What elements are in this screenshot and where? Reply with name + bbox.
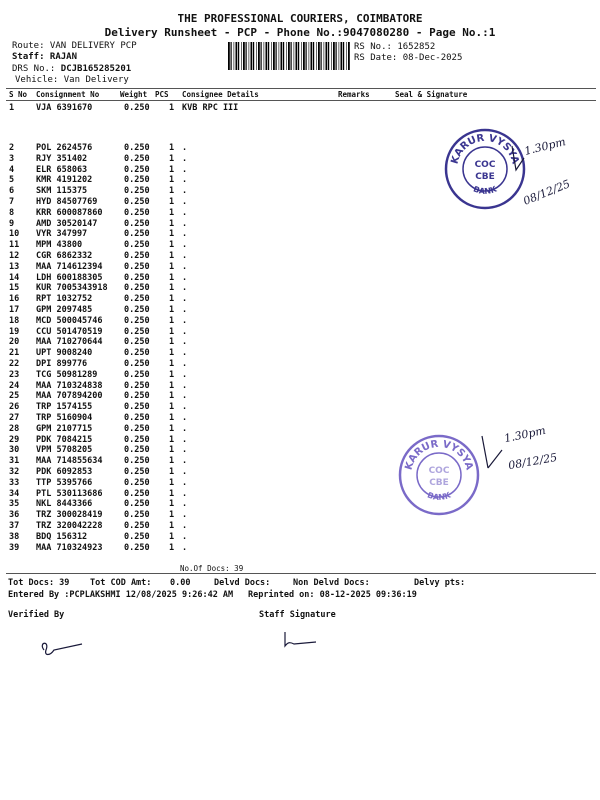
row-sno: 28 bbox=[9, 423, 20, 434]
header-rule-bottom bbox=[6, 100, 596, 101]
row-consignment: BDQ 156312 bbox=[36, 531, 88, 542]
row-sno: 15 bbox=[9, 283, 20, 294]
stamp2-bottom-text: BANK bbox=[426, 490, 452, 503]
row-consignment: KMR 4191202 bbox=[36, 175, 93, 186]
row-weight: 0.250 bbox=[124, 348, 150, 359]
col-seal: Seal & Signature bbox=[395, 90, 468, 99]
row-pcs: 1 bbox=[169, 229, 175, 240]
row-consignment: VPM 5708205 bbox=[36, 445, 93, 456]
row-consignee: . bbox=[182, 348, 188, 359]
row-sno: 7 bbox=[9, 197, 15, 207]
row-consignment: PTL 530113686 bbox=[36, 488, 103, 499]
row-pcs: 1 bbox=[169, 143, 175, 153]
row-pcs: 1 bbox=[169, 542, 175, 553]
row-consignee: . bbox=[182, 445, 188, 456]
row-weight: 0.250 bbox=[124, 229, 150, 240]
handwritten-date-2: 08/12/25 bbox=[507, 450, 559, 473]
row-weight: 0.250 bbox=[124, 391, 150, 402]
row-pcs: 1 bbox=[169, 240, 175, 251]
row-pcs: 1 bbox=[169, 413, 175, 423]
row-sno: 38 bbox=[9, 531, 20, 542]
table-row bbox=[0, 381, 600, 390]
row-pcs: 1 bbox=[169, 337, 175, 348]
table-row bbox=[0, 543, 600, 552]
row-pcs: 1 bbox=[169, 348, 175, 359]
row-pcs: 1 bbox=[169, 103, 175, 113]
handwritten-time-2: 1.30pm bbox=[503, 423, 547, 446]
row-weight: 0.250 bbox=[124, 488, 150, 499]
row-consignment: UPT 9008240 bbox=[36, 348, 93, 359]
table-row bbox=[0, 294, 600, 303]
row-consignee: . bbox=[182, 175, 188, 186]
row-consignment: RPT 1032752 bbox=[36, 294, 93, 305]
footer-rule bbox=[6, 573, 596, 574]
row-consignment: CCU 501470519 bbox=[36, 326, 103, 337]
row-consignee: . bbox=[182, 283, 188, 294]
row-pcs: 1 bbox=[169, 186, 175, 197]
stamp2-center2: CBE bbox=[429, 478, 449, 488]
row-consignment: VJA 6391670 bbox=[36, 103, 93, 113]
table-row bbox=[0, 521, 600, 530]
row-sno: 8 bbox=[9, 207, 15, 218]
stamp2-top-text: KARUR VYSYA bbox=[403, 438, 475, 472]
rs-date: RS Date: 08-Dec-2025 bbox=[354, 53, 463, 63]
row-pcs: 1 bbox=[169, 315, 175, 326]
row-sno: 37 bbox=[9, 521, 20, 531]
barcode bbox=[228, 42, 350, 70]
row-consignee: . bbox=[182, 413, 188, 423]
document-title: THE PROFESSIONAL COURIERS, COIMBATORE bbox=[177, 12, 423, 25]
row-weight: 0.250 bbox=[124, 305, 150, 315]
row-consignment: PDK 7084215 bbox=[36, 434, 93, 445]
row-consignee: . bbox=[182, 488, 188, 499]
row-consignee: . bbox=[182, 229, 188, 240]
row-pcs: 1 bbox=[169, 251, 175, 261]
row-sno: 18 bbox=[9, 315, 20, 326]
row-consignee: . bbox=[182, 261, 188, 272]
row-consignee: . bbox=[182, 402, 188, 413]
drs-label: DRS No.: bbox=[12, 64, 56, 74]
table-row bbox=[0, 273, 600, 282]
row-consignee: . bbox=[182, 542, 188, 553]
row-sno: 20 bbox=[9, 337, 20, 348]
row-sno: 2 bbox=[9, 143, 15, 153]
row-consignment: NKL 8443366 bbox=[36, 499, 93, 510]
row-consignment: ELR 658063 bbox=[36, 164, 88, 175]
entered-by: Entered By :PCPLAKSHMI 12/08/2025 9:26:42 AM bbox=[8, 590, 234, 600]
drs-value: DCJB165285201 bbox=[60, 64, 132, 74]
row-consignee: . bbox=[182, 251, 188, 261]
row-sno: 12 bbox=[9, 251, 20, 261]
row-pcs: 1 bbox=[169, 283, 175, 294]
stamp2-center1: COC bbox=[428, 466, 450, 476]
row-pcs: 1 bbox=[169, 218, 175, 229]
row-weight: 0.250 bbox=[124, 103, 150, 113]
row-pcs: 1 bbox=[169, 326, 175, 337]
row-weight: 0.250 bbox=[124, 434, 150, 445]
row-consignee: . bbox=[182, 521, 188, 531]
stamp1-center1: COC bbox=[474, 160, 496, 170]
row-pcs: 1 bbox=[169, 521, 175, 531]
table-row bbox=[0, 348, 600, 357]
row-pcs: 1 bbox=[169, 488, 175, 499]
reprinted-on: Reprinted on: 08-12-2025 09:36:19 bbox=[248, 590, 417, 600]
row-consignee: . bbox=[182, 315, 188, 326]
table-row bbox=[0, 489, 600, 498]
row-sno: 26 bbox=[9, 402, 20, 413]
row-sno: 23 bbox=[9, 369, 20, 380]
row-consignee: . bbox=[182, 423, 188, 434]
row-weight: 0.250 bbox=[124, 456, 150, 467]
row-weight: 0.250 bbox=[124, 337, 150, 348]
handwritten-check-1 bbox=[508, 140, 528, 180]
row-consignee: . bbox=[182, 467, 188, 477]
row-consignment: HYD 84507769 bbox=[36, 197, 98, 207]
row-weight: 0.250 bbox=[124, 531, 150, 542]
row-pcs: 1 bbox=[169, 272, 175, 283]
row-consignee: . bbox=[182, 456, 188, 467]
row-consignee: . bbox=[182, 207, 188, 218]
table-row bbox=[0, 229, 600, 238]
row-pcs: 1 bbox=[169, 369, 175, 380]
row-weight: 0.250 bbox=[124, 207, 150, 218]
drs-number bbox=[12, 64, 131, 74]
col-remarks: Remarks bbox=[338, 90, 370, 99]
row-sno: 27 bbox=[9, 413, 20, 423]
row-weight: 0.250 bbox=[124, 218, 150, 229]
row-consignment: MCD 500045746 bbox=[36, 315, 103, 326]
no-of-docs: No.Of Docs: 39 bbox=[180, 564, 244, 573]
row-weight: 0.250 bbox=[124, 445, 150, 456]
row-consignee: . bbox=[182, 326, 188, 337]
row-sno: 36 bbox=[9, 510, 20, 521]
row-weight: 0.250 bbox=[124, 143, 150, 153]
table-row bbox=[0, 251, 600, 260]
row-consignment: LDH 600188305 bbox=[36, 272, 103, 283]
row-consignee: . bbox=[182, 369, 188, 380]
row-pcs: 1 bbox=[169, 294, 175, 305]
table-row bbox=[0, 510, 600, 519]
row-sno: 35 bbox=[9, 499, 20, 510]
row-pcs: 1 bbox=[169, 477, 175, 488]
row-weight: 0.250 bbox=[124, 283, 150, 294]
rs-number: RS No.: 1652852 bbox=[354, 42, 436, 52]
table-row bbox=[0, 370, 600, 379]
staff-label: Staff: RAJAN bbox=[12, 52, 78, 62]
row-consignee: . bbox=[182, 337, 188, 348]
row-consignee: . bbox=[182, 359, 188, 369]
total-cod-label: Tot COD Amt: bbox=[90, 578, 152, 588]
row-weight: 0.250 bbox=[124, 510, 150, 521]
row-sno: 6 bbox=[9, 186, 15, 197]
row-weight: 0.250 bbox=[124, 251, 150, 261]
row-consignment: MAA 710270644 bbox=[36, 337, 103, 348]
row-weight: 0.250 bbox=[124, 380, 150, 391]
col-consignee: Consignee Details bbox=[182, 90, 259, 99]
table-row bbox=[0, 337, 600, 346]
row-consignee: KVB RPC III bbox=[182, 103, 239, 113]
row-sno: 17 bbox=[9, 305, 20, 315]
table-row bbox=[0, 240, 600, 249]
table-row bbox=[0, 413, 600, 422]
row-consignee: . bbox=[182, 380, 188, 391]
row-consignee: . bbox=[182, 391, 188, 402]
row-consignee: . bbox=[182, 477, 188, 488]
row-consignment: AMD 30520147 bbox=[36, 218, 98, 229]
document-subtitle: Delivery Runsheet - PCP - Phone No.:9047080280 - Page No.:1 bbox=[104, 26, 496, 39]
bank-stamp-bottom bbox=[398, 434, 480, 516]
row-pcs: 1 bbox=[169, 207, 175, 218]
row-consignment: TTP 5395766 bbox=[36, 477, 93, 488]
row-pcs: 1 bbox=[169, 164, 175, 175]
row-pcs: 1 bbox=[169, 445, 175, 456]
row-weight: 0.250 bbox=[124, 499, 150, 510]
row-consignment: TRZ 300028419 bbox=[36, 510, 103, 521]
row-sno: 25 bbox=[9, 391, 20, 402]
row-weight: 0.250 bbox=[124, 153, 150, 164]
row-weight: 0.250 bbox=[124, 477, 150, 488]
row-consignment: MAA 710324923 bbox=[36, 542, 103, 553]
row-pcs: 1 bbox=[169, 423, 175, 434]
row-weight: 0.250 bbox=[124, 240, 150, 251]
row-consignee: . bbox=[182, 531, 188, 542]
row-weight: 0.250 bbox=[124, 197, 150, 207]
row-sno: 14 bbox=[9, 272, 20, 283]
row-weight: 0.250 bbox=[124, 521, 150, 531]
row-consignment: SKM 115375 bbox=[36, 186, 88, 197]
row-weight: 0.250 bbox=[124, 294, 150, 305]
row-weight: 0.250 bbox=[124, 261, 150, 272]
row-pcs: 1 bbox=[169, 153, 175, 164]
row-consignee: . bbox=[182, 186, 188, 197]
table-row bbox=[0, 103, 600, 112]
verified-by-label: Verified By bbox=[8, 610, 65, 620]
row-consignment: CGR 6862332 bbox=[36, 251, 93, 261]
row-consignee: . bbox=[182, 240, 188, 251]
stamp1-top-text: KARUR VYSYA bbox=[449, 132, 521, 166]
row-consignee: . bbox=[182, 153, 188, 164]
row-consignment: MPM 43800 bbox=[36, 240, 83, 251]
header-rule-top bbox=[6, 88, 596, 89]
row-sno: 4 bbox=[9, 164, 15, 175]
row-consignment: GPM 2097485 bbox=[36, 305, 93, 315]
row-consignment: MAA 707894200 bbox=[36, 391, 103, 402]
row-consignment: POL 2624576 bbox=[36, 143, 93, 153]
svg-text:BANK bbox=[472, 184, 499, 196]
table-row bbox=[0, 499, 600, 508]
row-sno: 10 bbox=[9, 229, 20, 240]
row-consignee: . bbox=[182, 272, 188, 283]
row-pcs: 1 bbox=[169, 510, 175, 521]
col-sno: S No bbox=[9, 90, 28, 99]
row-consignee: . bbox=[182, 510, 188, 521]
row-sno: 11 bbox=[9, 240, 20, 251]
row-weight: 0.250 bbox=[124, 186, 150, 197]
row-consignment: PDK 6092853 bbox=[36, 467, 93, 477]
row-sno: 19 bbox=[9, 326, 20, 337]
row-consignment: MAA 714612394 bbox=[36, 261, 103, 272]
row-weight: 0.250 bbox=[124, 164, 150, 175]
row-sno: 22 bbox=[9, 359, 20, 369]
row-consignee: . bbox=[182, 434, 188, 445]
table-row bbox=[0, 478, 600, 487]
row-pcs: 1 bbox=[169, 261, 175, 272]
row-pcs: 1 bbox=[169, 499, 175, 510]
svg-text:BANK bbox=[426, 490, 453, 502]
row-sno: 24 bbox=[9, 380, 20, 391]
table-row bbox=[0, 305, 600, 314]
staff-signature-label: Staff Signature bbox=[259, 610, 336, 620]
handwritten-check-2 bbox=[478, 430, 508, 478]
row-sno: 21 bbox=[9, 348, 20, 359]
row-pcs: 1 bbox=[169, 391, 175, 402]
staff-signature bbox=[282, 628, 318, 650]
table-row bbox=[0, 532, 600, 541]
row-sno: 9 bbox=[9, 218, 15, 229]
stamp1-bottom-text: BANK bbox=[472, 184, 498, 197]
table-row bbox=[0, 327, 600, 336]
total-cod-value: 0.00 bbox=[170, 578, 191, 588]
row-sno: 32 bbox=[9, 467, 20, 477]
row-weight: 0.250 bbox=[124, 326, 150, 337]
row-pcs: 1 bbox=[169, 175, 175, 186]
row-sno: 5 bbox=[9, 175, 15, 186]
row-pcs: 1 bbox=[169, 467, 175, 477]
row-consignment: KRR 600087860 bbox=[36, 207, 103, 218]
total-docs: Tot Docs: 39 bbox=[8, 578, 70, 588]
table-row bbox=[0, 359, 600, 368]
row-consignee: . bbox=[182, 164, 188, 175]
col-consignment: Consignment No bbox=[36, 90, 100, 99]
row-weight: 0.250 bbox=[124, 272, 150, 283]
row-consignment: MAA 710324838 bbox=[36, 380, 103, 391]
row-sno: 31 bbox=[9, 456, 20, 467]
table-row bbox=[0, 283, 600, 292]
row-weight: 0.250 bbox=[124, 423, 150, 434]
row-pcs: 1 bbox=[169, 456, 175, 467]
handwritten-date-1: 08/12/25 bbox=[521, 177, 573, 208]
row-weight: 0.250 bbox=[124, 467, 150, 477]
row-consignment: TRP 1574155 bbox=[36, 402, 93, 413]
row-weight: 0.250 bbox=[124, 359, 150, 369]
non-delivered-docs: Non Delvd Docs: bbox=[293, 578, 370, 588]
row-consignment: RJY 351402 bbox=[36, 153, 88, 164]
row-pcs: 1 bbox=[169, 380, 175, 391]
table-row bbox=[0, 219, 600, 228]
row-weight: 0.250 bbox=[124, 402, 150, 413]
row-consignee: . bbox=[182, 218, 188, 229]
row-consignee: . bbox=[182, 197, 188, 207]
row-consignment: DPI 899776 bbox=[36, 359, 88, 369]
row-pcs: 1 bbox=[169, 434, 175, 445]
row-pcs: 1 bbox=[169, 305, 175, 315]
row-sno: 39 bbox=[9, 542, 20, 553]
row-consignment: MAA 714855634 bbox=[36, 456, 103, 467]
row-sno: 30 bbox=[9, 445, 20, 456]
delivered-docs: Delvd Docs: bbox=[214, 578, 271, 588]
row-sno: 3 bbox=[9, 153, 15, 164]
row-consignment: KUR 7005343918 bbox=[36, 283, 108, 294]
row-pcs: 1 bbox=[169, 359, 175, 369]
row-pcs: 1 bbox=[169, 197, 175, 207]
table-row bbox=[0, 402, 600, 411]
row-consignment: VYR 347997 bbox=[36, 229, 88, 240]
table-row bbox=[0, 262, 600, 271]
row-consignee: . bbox=[182, 294, 188, 305]
handwritten-time-1: 1.30pm bbox=[523, 135, 567, 158]
row-consignee: . bbox=[182, 499, 188, 510]
row-sno: 34 bbox=[9, 488, 20, 499]
row-weight: 0.250 bbox=[124, 413, 150, 423]
row-weight: 0.250 bbox=[124, 315, 150, 326]
row-weight: 0.250 bbox=[124, 542, 150, 553]
row-consignee: . bbox=[182, 305, 188, 315]
row-pcs: 1 bbox=[169, 531, 175, 542]
col-weight: Weight bbox=[120, 90, 148, 99]
row-sno: 13 bbox=[9, 261, 20, 272]
vehicle-label: Vehicle: Van Delivery bbox=[15, 75, 129, 85]
row-consignment: TRZ 320042228 bbox=[36, 521, 103, 531]
verified-signature bbox=[36, 638, 86, 660]
row-weight: 0.250 bbox=[124, 175, 150, 186]
row-pcs: 1 bbox=[169, 402, 175, 413]
row-sno: 16 bbox=[9, 294, 20, 305]
row-weight: 0.250 bbox=[124, 369, 150, 380]
col-pcs: PCS bbox=[155, 90, 169, 99]
row-consignment: TCG 50981289 bbox=[36, 369, 98, 380]
table-row bbox=[0, 391, 600, 400]
row-consignment: TRP 5160904 bbox=[36, 413, 93, 423]
row-sno: 29 bbox=[9, 434, 20, 445]
table-row bbox=[0, 445, 600, 454]
row-consignee: . bbox=[182, 143, 188, 153]
delivery-points: Delvy pts: bbox=[414, 578, 466, 588]
row-sno: 33 bbox=[9, 477, 20, 488]
row-sno: 1 bbox=[9, 103, 15, 113]
table-row bbox=[0, 316, 600, 325]
row-consignment: GPM 2107715 bbox=[36, 423, 93, 434]
route-label: Route: VAN DELIVERY PCP bbox=[12, 41, 137, 51]
stamp1-center2: CBE bbox=[475, 172, 495, 182]
